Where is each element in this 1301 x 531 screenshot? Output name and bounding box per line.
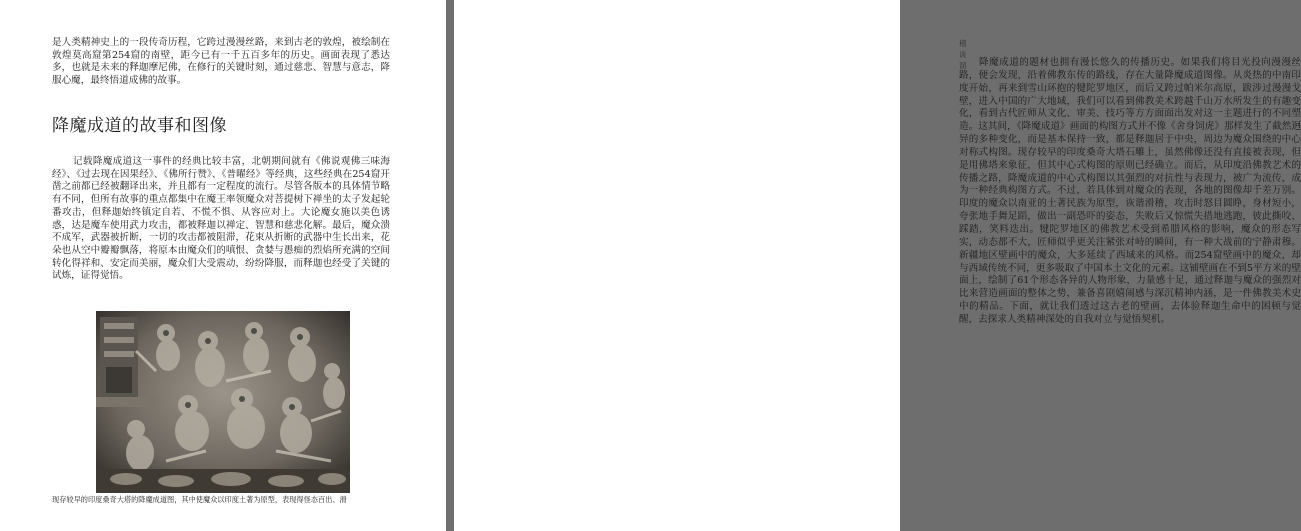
section-heading: 降魔成道的故事和图像 bbox=[52, 116, 227, 136]
left-body-paragraph: 记载降魔成道这一事件的经典比较丰富，北朝期间就有《佛说观佛三味海经》、《过去现在因果经》、《佛所行赞》、《普曜经》等经典，这些经典在254窟开凿之前都已经被翻译出来，并且都有一定程度的流行。尽管各版本的具体情节略有不同，但所有故事的重点都集中在魔王率领魔众对菩提树下禅坐的太子发起轮番攻击，但释迦始终镇定自若、不慌不惧、从容应对上。大论魔女施以美色诱惑，达是魔车使用武力攻击，都被释迦以禅定、智慧和慈悲化解。最后，魔众溃不成军，武器被折断，一切的攻击都被阻滞，花束从折断的武器中生长出来，花朵也从空中瓣瓣飘落，将原本由魔众们的嗔恨、贪婪与愚痴的烈焰所充满的空间转化得祥和、安定而美丽，魔众们大受震动，纷纷降服，而释迦也经受了关键的试炼，证得觉悟。 bbox=[52, 156, 390, 282]
relief-carving-photo bbox=[96, 311, 350, 493]
right-page bbox=[454, 0, 1301, 531]
left-page bbox=[0, 0, 446, 531]
right-body-paragraph: 降魔成道的题材也拥有漫长悠久的传播历史。如果我们将目光投向漫漫丝路，便会发现，沿着佛教东传的路线，存在大量降魔成道图像。从炎热的中南印度开始，再来到雪山环抱的犍陀罗地区，而后又跨过帕米尔高原，跋涉过漫漫戈壁，进入中国的广大地域，我们可以看到佛教美术跨越千山万水所发生的有趣变化，看到古代匠师从文化、审美、技巧等方方面面出发对这一主题进行的不同塑造。这其间，《降魔成道》画面的构图方式并不像《舍身饲虎》那样发生了截然迥异的多种变化，而是基本保持一致，都是释迦居于中央，周边为魔众围绕的中心对称式构图。现存较早的印度桑奇大塔石雕上，虽然佛像还没有直接被表现，但是用佛塔来象征，但其中心式构图的原则已经确立。而后，从印度沿佛教艺术的传播之路，降魔成道的中心式构图以其强烈的对抗性与表现力，被广为流传，成为一种经典构图方式。不过，若具体到对魔众的表现，各地的图像却千差万别。印度的魔众以南亚的土著民族为原型，诙谐滑稽，攻击时怒目圆睁，身材短小，夸张地手舞足蹈，做出一副恐吓的姿态，失败后又惊慌失措地逃跑，彼此撕咬、踩踏，笑料迭出。犍陀罗地区的佛教艺术受到希腊风格的影响，魔众的形态写实，动态都不大，匠师似乎更关注紧张对峙的瞬间，有一种大战前的宁静肃穆。新疆地区壁画中的魔众，大多延续了西域来的风格。而254窟壁画中的魔众，却与西域传统不同，更多吸取了中国本土文化的元素。这铺壁画在不到5平方米的壁面上，绘制了61个形态各异的人物形象，力量感十足，通过释迦与魔众的强烈对比来营造画面的整体之势，兼备喜剧嬉闹感与深沉精神内涵，是一件佛教美术史中的精品。下面，就让我们透过这古老的壁画，去体验释迦生命中的困顿与觉醒，去探求人类精神深处的自我对立与觉悟契机。 bbox=[959, 57, 1301, 325]
running-head: 稽谈溜 bbox=[959, 39, 967, 70]
figure-caption: 现存较早的印度桑奇大塔的降魔成道图，其中使魔众以印度土著为原型，表现得怪态百出、滑 bbox=[52, 495, 347, 504]
page-gutter bbox=[446, 0, 454, 531]
left-top-paragraph: 是人类精神史上的一段传奇历程，它跨过漫漫丝路，来到古老的敦煌，被绘制在敦煌莫高窟第254窟的南壁，距今已有一千五百多年的历史。画面表现了悉达多，也就是未来的释迦摩尼佛，在修行的关键时刻，通过慈悲、智慧与意志，降服心魔，最终悟道成佛的故事。 bbox=[52, 37, 390, 86]
